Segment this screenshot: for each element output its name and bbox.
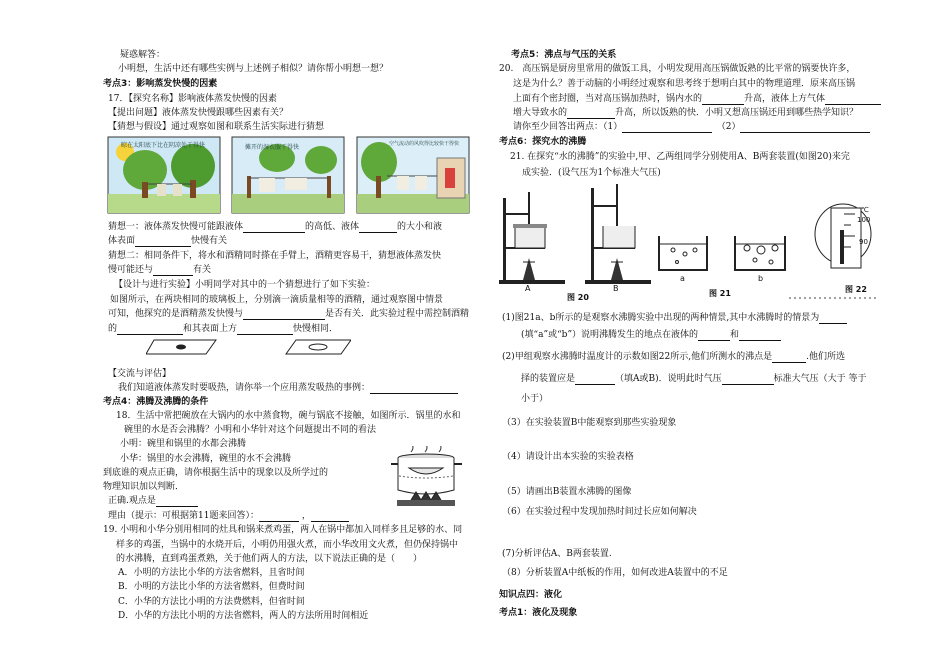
figure-caption: 图 21 <box>709 289 731 298</box>
section-heading: 考点3：影响蒸发快慢的因素 <box>103 79 218 89</box>
text-line: 增大导致水的 升高，所以饭熟的快．小明又想高压锅还用到哪些热学知识？ <box>513 108 859 118</box>
text-line: 正确.观点是 <box>108 496 198 507</box>
text-line: 17．【探究名称】影响液体蒸发快慢的因素 <box>108 94 277 104</box>
text-line: 我们知道液体蒸发时要吸热，请你举一个应用蒸发吸热的事例： <box>118 383 458 394</box>
text-line: 【猜想与假设】通过观察如图和联系生活实际进行猜想 <box>108 122 325 132</box>
text-line: 上面有个密封圈，当对高压锅加热时，锅内水的 升高，液体上方气体 <box>513 94 881 105</box>
section-heading: 考点4：沸腾及沸腾的条件 <box>103 397 209 407</box>
glass-plate-figure <box>146 338 351 356</box>
text-line: 成实验．(设气压为1个标准大气压) <box>522 168 661 178</box>
text-line: 18．生活中常把碗放在大锅内的水中蒸食物，碗与锅底不接触，如图所示．锅里的水和 <box>116 411 461 421</box>
text-line: (1)图21a、b所示的是观察水沸腾实验中出现的两种情景,其中水沸腾时的情景为 <box>502 313 847 324</box>
pot-figure <box>389 446 464 509</box>
text-line: 请你至少回答出两点：（1） （2） <box>513 122 870 133</box>
thermometer-unit: ℃ <box>861 206 869 214</box>
text-line: 【设计与进行实验】小明同学对其中的一个猜想进行了如下实验： <box>114 280 376 290</box>
thermometer-tick: 100 <box>857 216 871 224</box>
text-line: 可知，他探究的是酒精蒸发快慢与 是否有关．此实验过程中需控制酒精 <box>108 309 470 319</box>
figure-caption: 图 20 <box>567 293 589 302</box>
text-line: （6）在实验过程中发现加热时间过长应如何解决 <box>502 507 697 517</box>
section-heading: 考点5：沸点与气压的关系 <box>511 50 617 60</box>
text-line: 这是为什么？善于动脑的小明经过观察和思考终于想明白其中的物理道理．原来高压锅 <box>513 79 856 89</box>
panel-caption: 晾在太阳底下比在阴凉处干得快 <box>121 142 206 149</box>
text-line: 到底谁的观点正确，请你根据生活中的现象以及所学过的 <box>103 468 329 478</box>
figure-label-b: B <box>613 284 619 293</box>
boiling-figures <box>499 184 879 302</box>
text-line: 择的装置应是 （填A或B)．说明此时气压 标准大气压（大于 等于 <box>521 374 867 384</box>
option-b: B．小明的方法比小华的方法省燃料，但费时间 <box>118 582 305 592</box>
text-line: 19. 小明和小华分别用相同的灶具和锅来煮鸡蛋，两人在锅中都加入同样多且足够的水、同 <box>103 525 463 535</box>
text-line: 物理知识加以判断． <box>103 482 185 492</box>
panel-caption: 空气流动的风吹得比较快干得快 <box>389 141 460 147</box>
evaporation-figure <box>107 136 471 214</box>
option-c: C．小华的方法比小明的方法费燃料，但省时间 <box>118 597 305 607</box>
text-line: 猜想一：液体蒸发快慢可能跟液体 的高低、液体 的大小和液 <box>108 222 443 232</box>
text-line: 猜想二：相同条件下，将水和酒精同时搽在手臂上，酒精更容易干，猜想液体蒸发快 <box>108 251 442 261</box>
text-line: 碗里的水是否会沸腾？小明和小华针对这个问题提出不同的看法 <box>124 425 377 435</box>
text-line: 小于） <box>521 394 549 404</box>
option-d: D．小华的方法比小明的方法省燃料，两人的方法所用时间相近 <box>118 611 369 621</box>
text-line: 的 和其表面上方 快慢相同． <box>108 324 339 334</box>
text-line: （4）请设计出本实验的实验表格 <box>502 452 634 462</box>
text-line: 慢可能还与 有关 <box>108 265 212 275</box>
figure-caption: 图 22 <box>845 285 867 294</box>
thermometer-tick: 90 <box>859 238 868 246</box>
text-line: 样多的鸡蛋，当锅中的水烧开后，小明仍用强火煮，而小华改用文火煮，但仍保持锅中 <box>116 540 459 550</box>
text-line: 【交流与评估】 <box>108 369 172 379</box>
text-line: 理由（提示：可根据第11题来回答）： ， <box>108 511 349 522</box>
text-line: (7)分析评估A、B两套装置. <box>502 549 612 559</box>
figure-label-a: a <box>680 274 685 283</box>
text-line: 小明想，生活中还有哪些实例与上述例子相似？请你帮小明想一想？ <box>118 64 389 74</box>
text-line: 【提出问题】液体蒸发快慢跟哪些因素有关？ <box>108 108 289 118</box>
text-line: 如图所示，在两块相同的玻璃板上，分别滴一滴质量相等的酒精，通过观察图中情景 <box>110 295 444 305</box>
text-line: 体表面 快慢有关 <box>108 236 228 246</box>
text-line: 小明：碗里和锅里的水都会沸腾 <box>120 439 247 449</box>
section-heading: 考点1：液化及现象 <box>499 608 578 618</box>
text-line: （5）请画出B装置水沸腾的图像 <box>502 487 632 497</box>
text-line: 21. 在探究“水的沸腾”的实验中,甲、乙两组同学分别使用A、B两套装置(如图20)来完 <box>510 152 850 162</box>
section-heading: 知识点四：液化 <box>499 590 563 600</box>
text-line: 的水沸腾，直到鸡蛋煮熟，关于他们两人的方法，以下说法正确的是（ ） <box>116 554 423 564</box>
text-line: (填“a”或“b”）说明沸腾发生的地点在液体的 和 <box>521 330 781 341</box>
text-line: 疑惑解答： <box>120 50 166 60</box>
figure-label-a: A <box>525 284 531 293</box>
section-heading: 考点6：探究水的沸腾 <box>499 137 587 147</box>
text-line: （8）分析装置A中纸板的作用，如何改进A装置中的不足 <box>502 568 728 578</box>
text-line: （3）在实验装置B中能观察到那些实验现象 <box>502 418 677 428</box>
text-line: 20. 高压锅是厨房里常用的做饭工具，小明发现用高压锅做饭熟的比平常的锅要快许多， <box>499 64 856 74</box>
figure-label-b: b <box>758 274 764 283</box>
option-a: A．小明的方法比小华的方法省燃料，且省时间 <box>118 568 305 578</box>
text-line: (2)甲组观察水沸腾时温度计的示数如图22所示,他们所测水的沸点是 .他们所选 <box>502 352 845 362</box>
text-line: 小华：锅里的水会沸腾，碗里的水不会沸腾 <box>120 454 292 464</box>
panel-caption: 摊开的湿衣服干得快 <box>245 144 300 151</box>
